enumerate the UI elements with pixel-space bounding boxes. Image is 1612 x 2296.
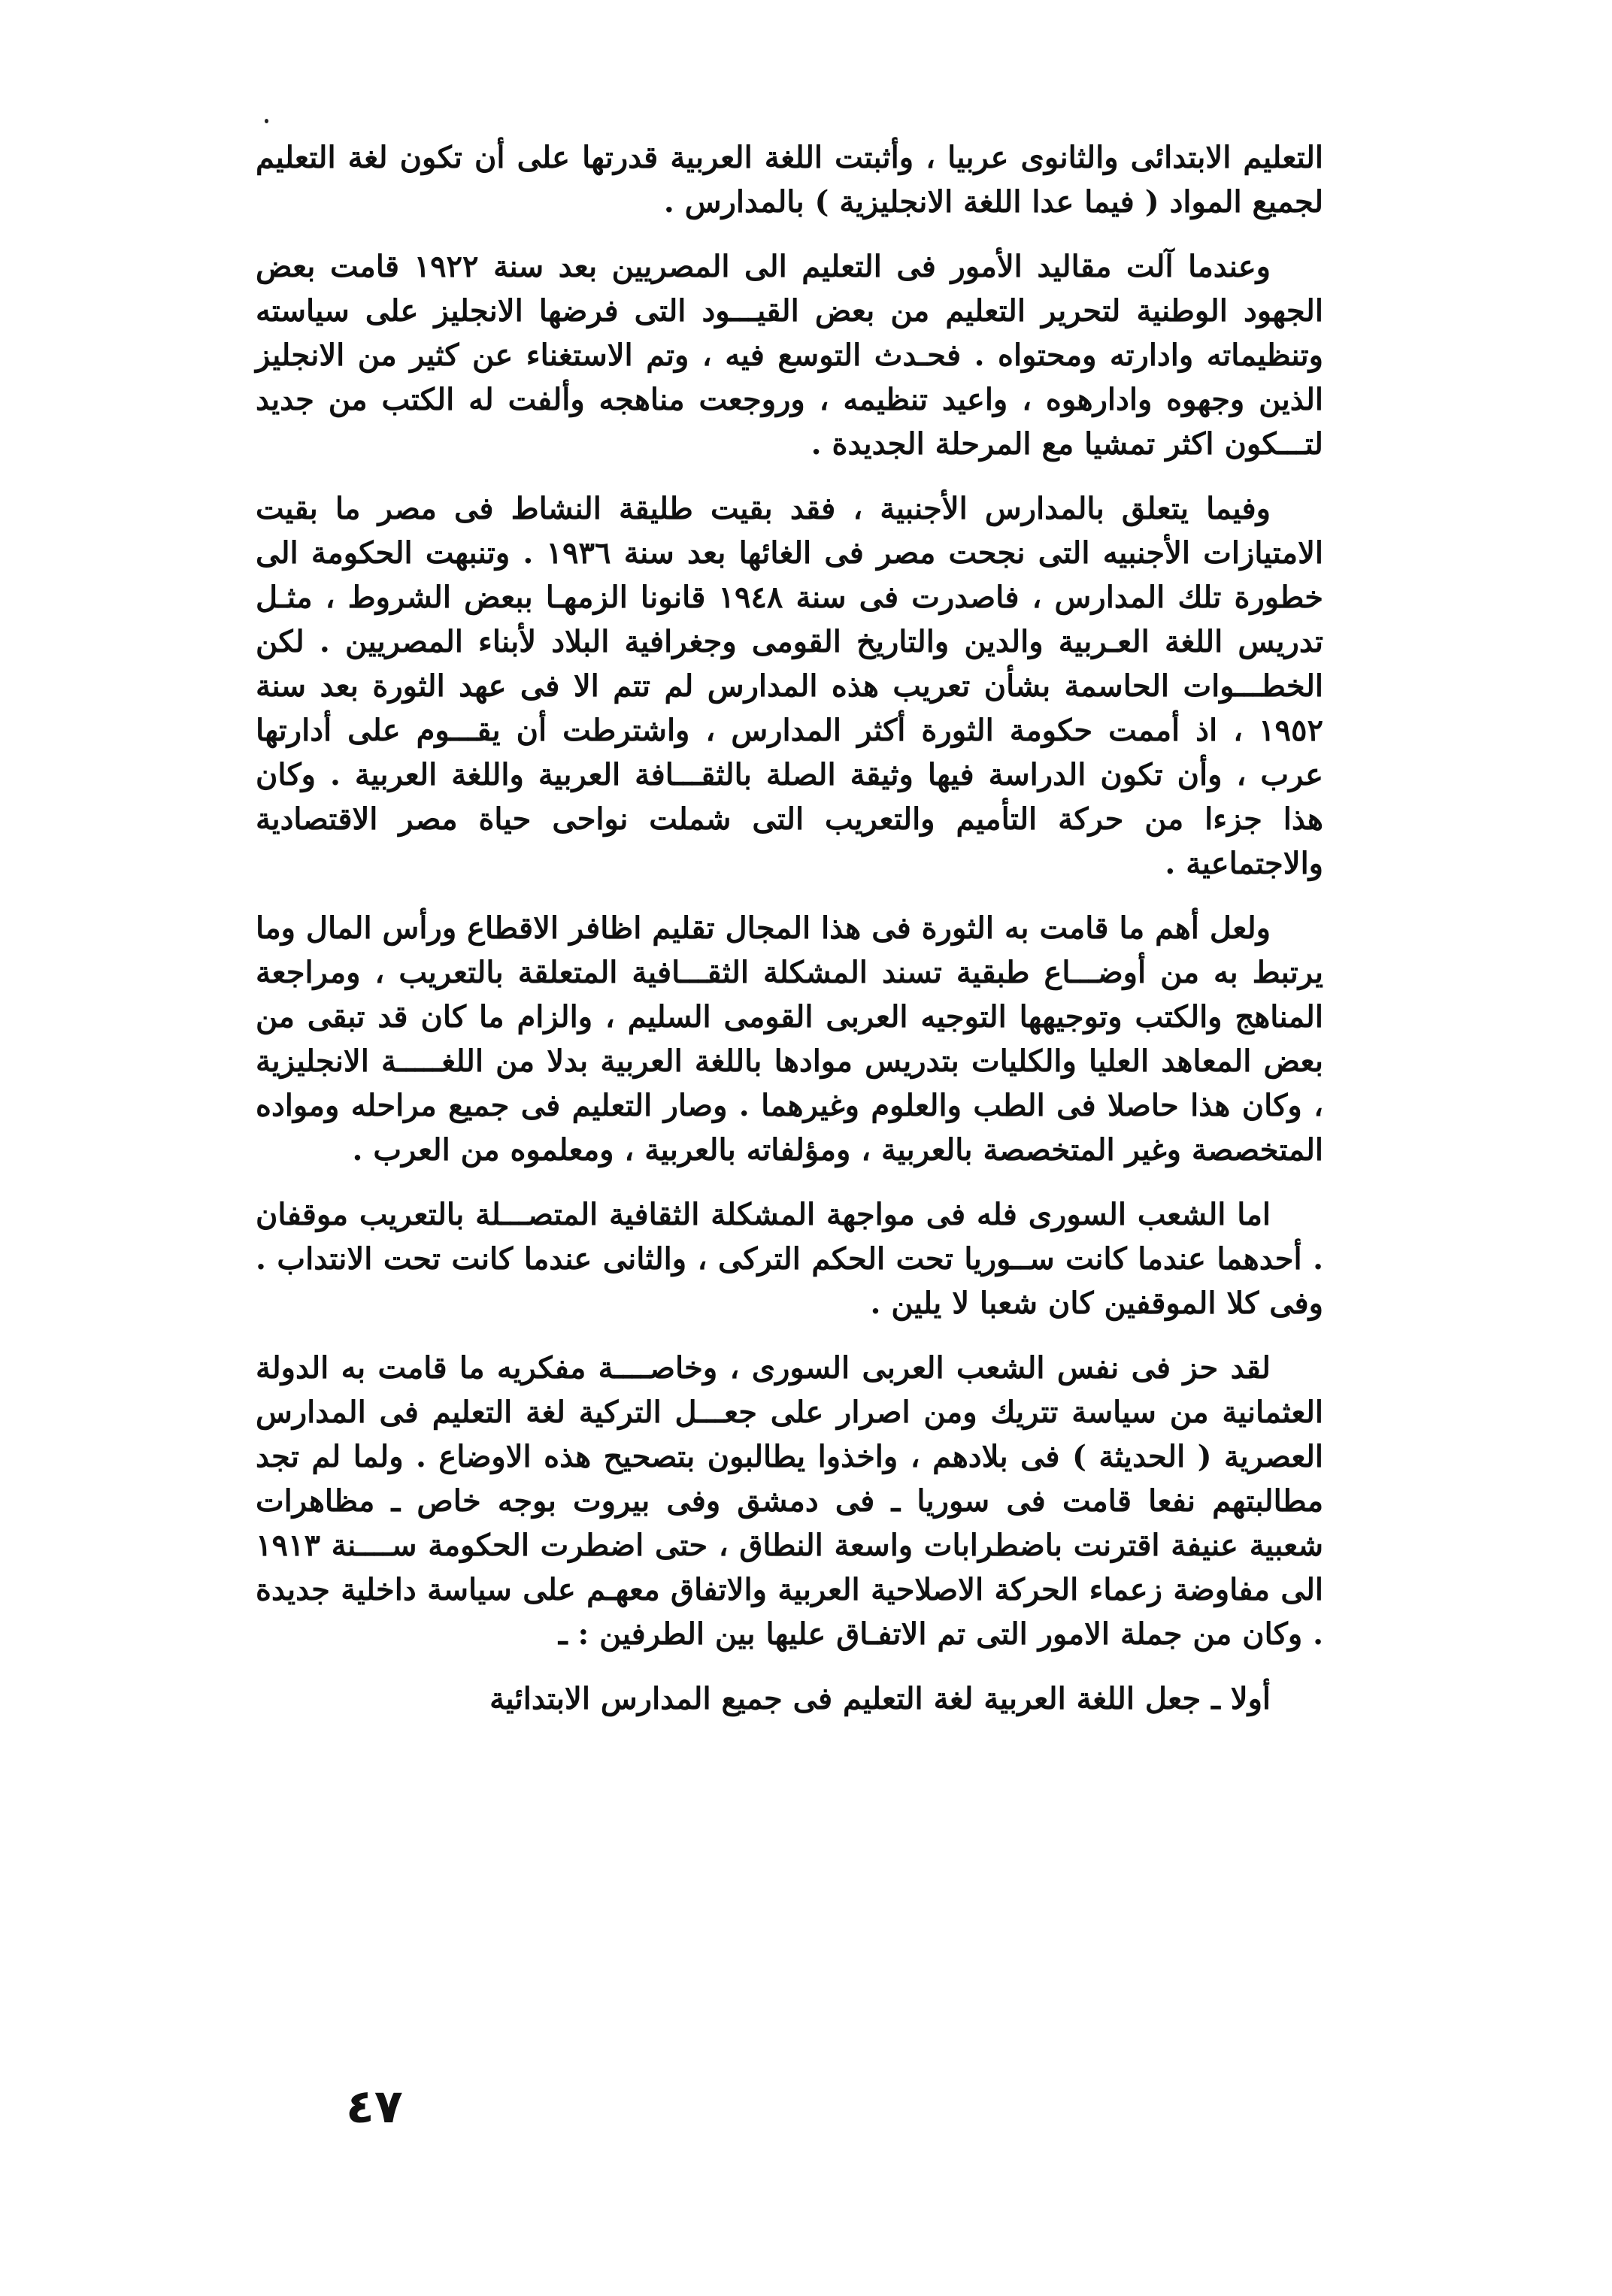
- paragraph-7: أولا ـ جعل اللغة العربية لغة التعليم فى جميع المدارس الابتدائية: [489, 1681, 1271, 1716]
- paragraph-1: التعليم الابتدائى والثانوى عربيا ، وأثبتت اللغة العربية قدرتها على أن تكون لغة التعليم لجميع المواد ( فيما عدا اللغة الانجليزية ) بالمدارس .: [256, 140, 1323, 220]
- paragraph-3: وفيما يتعلق بالمدارس الأجنبية ، فقد بقيت طليقة النشاط فى مصر ما بقيت الامتيازات الأجنبيه التى نجحت مصر فى الغائها بعد سنة ١٩٣٦ . وتنبهت الحكومة الى خطورة تلك المدارس ، فاصدرت فى سنة ١٩٤٨ قانونا الزمهـا ببعض الشروط ، مثـل تدريس اللغة العـربية والدين والتاريخ القومى وجغرافية البلاد لأبناء المصريين . لكن الخطـــوات الحاسمة بشأن تعريب هذه المدارس لم تتم الا فى عهد الثورة بعد سنة ١٩٥٢ ، اذ أممت حكومة الثورة أكثر المدارس ، واشترطت أن يقـــوم على أدارتها عرب ، وأن تكون الدراسة فيها وثيقة الصلة بالثقـــافة العربية واللغة العربية . وكان هذا جزءا من حركة التأميم والتعريب التى شملت نواحى حياة مصر الاقتصادية والاجتماعية .: [256, 491, 1324, 881]
- paragraph-4: ولعل أهم ما قامت به الثورة فى هذا المجال تقليم اظافر الاقطاع ورأس المال وما يرتبط به من أوضـــاع طبقية تسند المشكلة الثقـــافية المتعلقة بالتعريب ، ومراجعة المناهج والكتب وتوجيهها التوجيه العربى القومى السليم ، والزام ما كان قد تبقى من بعض المعاهد العليا والكليات بتدريس موادها باللغة العربية بدلا من اللغـــــة الانجليزية ، وكان هذا حاصلا فى الطب والعلوم وغيرهما . وصار التعليم فى جميع مراحله ومواده المتخصصة وغير المتخصصة بالعربية ، ومؤلفاته بالعربية ، ومعلموه من العرب .: [256, 910, 1323, 1168]
- body-text: [256, 135, 1323, 1721]
- paragraph-2: وعندما آلت مقاليد الأمور فى التعليم الى المصريين بعد سنة ١٩٢٢ قامت بعض الجهود الوطنية لتحرير التعليم من بعض القيـــود التى فرضها الانجليز على سياسته وتنظيماته وادارته ومحتواه . فحـدث التوسع فيه ، وتم الاستغناء عن كثير من الانجليز الذين وجهوه وادارهوه ، واعيد تنظيمه ، وروجعت مناهجه وألفت له الكتب من جديد لتـــكون اكثر تمشيا مع المرحلة الجديدة .: [256, 249, 1323, 462]
- paragraph-6: لقد حز فى نفس الشعب العربى السورى ، وخاصــــة مفكريه ما قامت به الدولة العثمانية من سياسة تتريك ومن اصرار على جعـــل التركية لغة التعليم فى المدارس العصرية ( الحديثة ) فى بلادهم ، واخذوا يطالبون بتصحيح هذه الاوضاع . ولما لم تجد مطالبتهم نفعا قامت فى سوريا ـ فى دمشق وفى بيروت بوجه خاص ـ مظاهرات شعبية عنيفة اقترنت باضطرابات واسعة النطاق ، حتى اضطرت الحكومة ســــنة ١٩١٣ الى مفاوضة زعماء الحركة الاصلاحية العربية والاتفاق معهـم على سياسة داخلية جديدة . وكان من جملة الامور التى تم الاتفـاق عليها بين الطرفين : ـ: [256, 1350, 1323, 1652]
- scan-speck: [265, 119, 268, 123]
- document-page: [256, 135, 1323, 2135]
- paragraph-5: اما الشعب السورى فله فى مواجهة المشكلة الثقافية المتصـــلة بالتعريب موقفان . أحدهما عندما كانت ســوريا تحت الحكم التركى ، والثانى عندما كانت تحت الانتداب . وفى كلا الموقفين كان شعبا لا يلين .: [256, 1197, 1323, 1321]
- page-number: ٤٧: [346, 2079, 403, 2134]
